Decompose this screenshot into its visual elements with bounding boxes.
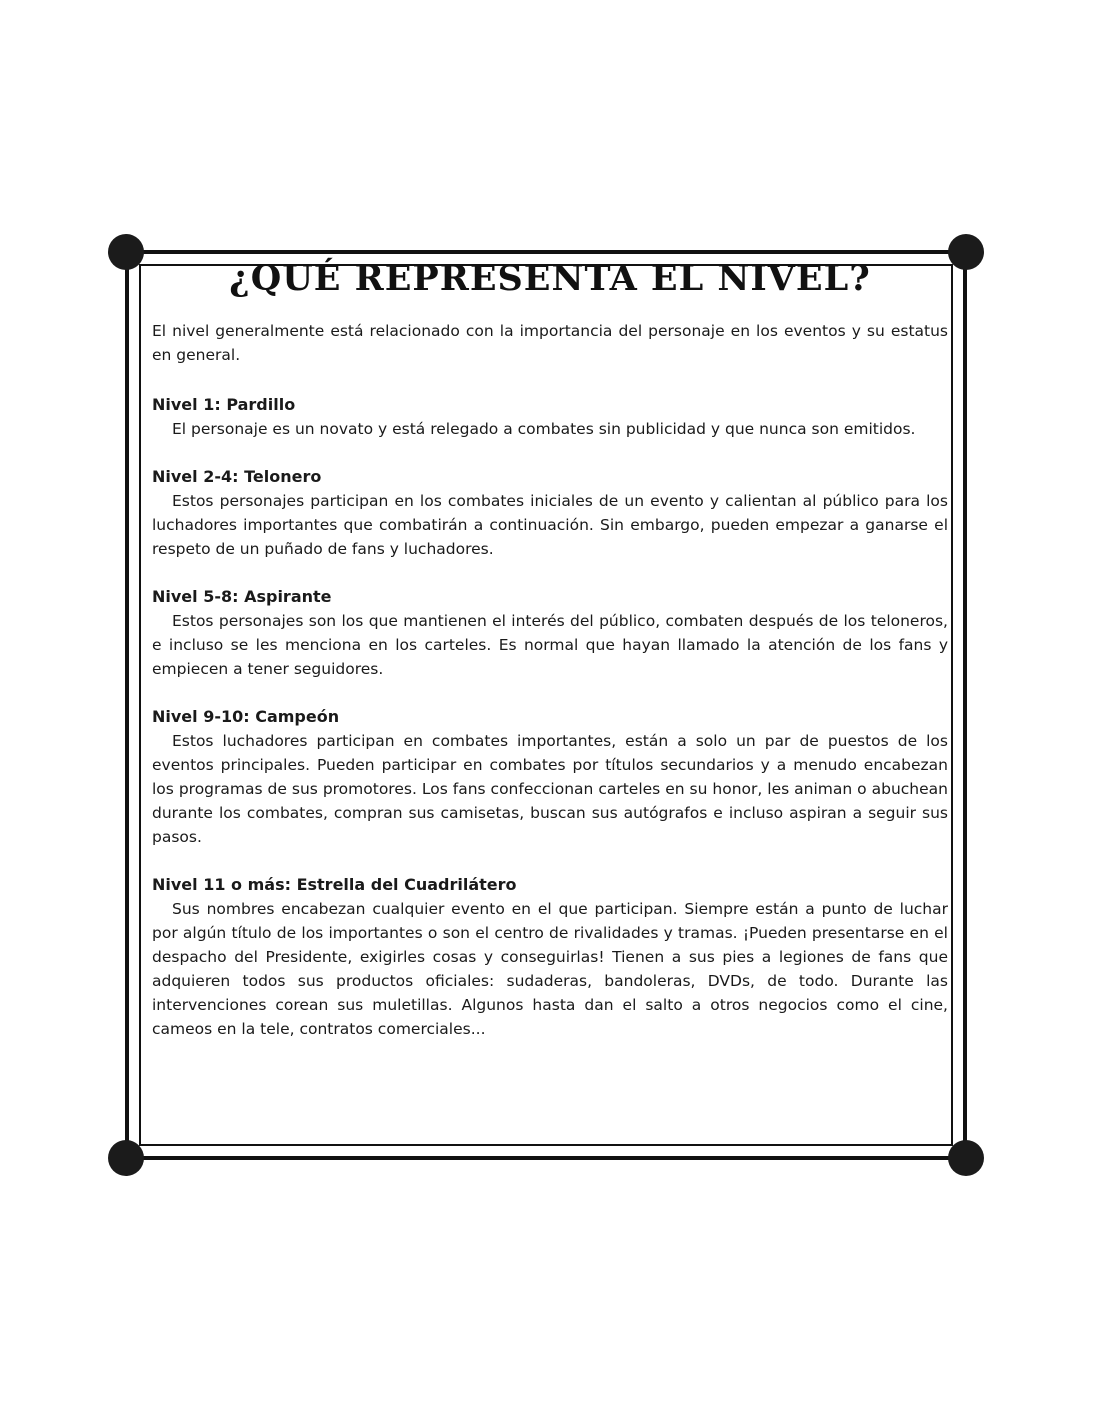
corner-rivet-top-left (108, 234, 144, 270)
level-description: Estos personajes participan en los combates iniciales de un evento y calientan al público para los luchadores importantes que combatirán a continuación. Sin embargo, pueden empezar a ganarse el respeto de un puñado de fans y luchadores. (152, 492, 948, 558)
page-title: ¿QUÉ REPRESENTA EL NIVEL? (229, 258, 871, 299)
level-description: Sus nombres encabezan cualquier evento en el que participan. Siempre están a punto de luchar por algún título de los importantes o son el centro de rivalidades y tramas. ¡Pueden presentarse en el despacho del Presidente, exigirles cosas y conseguirlas! Tienen a sus pies a legiones de fans que adquieren todos sus productos oficiales: sudaderas, bandoleras, DVDs, de todo. Durante las intervenciones corean sus muletillas. Algunos hasta dan el salto a otros negocios como el cine, cameos en la tele, contratos comerciales... (152, 900, 948, 1038)
level-heading: Nivel 2-4: Telonero (152, 467, 322, 486)
sidebar-content (152, 258, 948, 1065)
corner-rivet-top-right (948, 234, 984, 270)
level-section-9-10 (152, 705, 948, 849)
level-section-2-4 (152, 465, 948, 561)
level-description: El personaje es un novato y está relegado a combates sin publicidad y que nunca son emitidos. (172, 420, 916, 438)
level-heading: Nivel 1: Pardillo (152, 395, 296, 414)
level-heading: Nivel 9-10: Campeón (152, 707, 340, 726)
level-section-11-plus (152, 873, 948, 1041)
level-section-5-8 (152, 585, 948, 681)
corner-rivet-bottom-right (948, 1140, 984, 1176)
level-section-1 (152, 393, 948, 441)
level-description: Estos personajes son los que mantienen el interés del público, combaten después de los teloneros, e incluso se les menciona en los carteles. Es normal que hayan llamado la atención de los fans y empiecen a tener seguidores. (152, 612, 948, 678)
corner-rivet-bottom-left (108, 1140, 144, 1176)
intro-paragraph: El nivel generalmente está relacionado con la importancia del personaje en los eventos y su estatus en general. (152, 322, 948, 364)
level-heading: Nivel 11 o más: Estrella del Cuadrilátero (152, 875, 517, 894)
level-heading: Nivel 5-8: Aspirante (152, 587, 332, 606)
level-description: Estos luchadores participan en combates importantes, están a solo un par de puestos de los eventos principales. Pueden participar en combates por títulos secundarios y a menudo encabezan los programas de sus promotores. Los fans confeccionan carteles en su honor, les animan o abuchean durante los combates, compran sus camisetas, buscan sus autógrafos e incluso aspiran a seguir sus pasos. (152, 732, 948, 846)
